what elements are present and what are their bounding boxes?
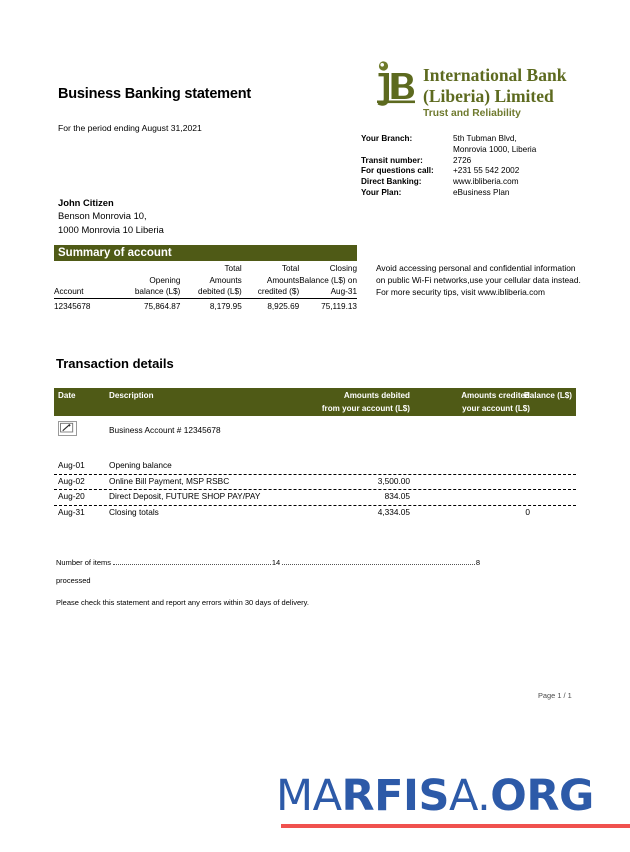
transaction-credited: 0	[525, 506, 530, 517]
table-row	[54, 489, 576, 505]
transaction-date: Aug-31	[58, 506, 85, 517]
summary-account-number: 12345678	[54, 298, 115, 312]
branch-label: Transit number:	[361, 155, 423, 165]
bank-name-line2: (Liberia) Limited	[423, 85, 554, 106]
transaction-description: Online Bill Payment, MSP RSBC	[109, 475, 230, 486]
table-row	[54, 474, 576, 490]
column-header-debited: Amounts debited	[343, 390, 410, 400]
summary-hdr-cell: Opening	[149, 275, 181, 285]
branch-row-transit	[361, 156, 536, 167]
customer-name: John Citizen	[58, 197, 114, 208]
transaction-description: Closing totals	[109, 506, 159, 517]
summary-hdr-cell: Balance (L$) on	[299, 275, 357, 285]
summary-hdr-cell: Total	[224, 264, 242, 273]
branch-value-line2: Monrovia 1000, Liberia	[453, 144, 537, 154]
watermark-part-1: MA	[276, 771, 342, 821]
watermark-text	[276, 771, 594, 821]
summary-header-row-1	[54, 263, 357, 275]
summary-of-account-heading: Summary of account	[54, 245, 357, 261]
branch-label: Your Branch:	[361, 134, 413, 143]
summary-hdr-cell: Aug-31	[330, 287, 357, 297]
summary-total-debited: 8,179.95	[180, 298, 241, 312]
watermark-part-3: A.	[448, 771, 491, 821]
table-row	[54, 505, 576, 521]
summary-data-row	[54, 298, 357, 312]
branch-value: www.ibliberia.com	[453, 177, 519, 187]
bank-tagline: Trust and Reliability	[423, 108, 521, 120]
account-header-row	[54, 416, 576, 444]
items-count-1: 14	[271, 558, 281, 567]
summary-hdr-cell	[54, 275, 115, 287]
transaction-header-line1	[54, 389, 576, 403]
bank-name-line1: International Bank	[423, 65, 567, 85]
branch-label: For questions call:	[361, 166, 434, 176]
watermark-part-2: RFIS	[341, 771, 449, 821]
transaction-description: Direct Deposit, FUTURE SHOP PAY/PAY	[109, 491, 261, 501]
column-header-credited: Amounts credited	[461, 390, 530, 400]
summary-hdr-cell: credited ($)	[257, 287, 300, 297]
summary-hdr-cell	[115, 263, 180, 275]
branch-row-plan	[361, 188, 536, 199]
summary-closing-balance: 75,119.13	[299, 298, 357, 312]
table-row	[54, 458, 576, 474]
summary-hdr-cell: Closing	[329, 264, 357, 273]
page-number: Page 1 / 1	[538, 691, 572, 700]
branch-row-branch	[361, 134, 536, 145]
account-row-label: Business Account # 12345678	[109, 425, 221, 435]
column-header-credited-sub: your account (L$)	[462, 403, 530, 413]
ib-monogram-icon	[372, 60, 418, 110]
watermark-part-4: ORG	[490, 771, 594, 821]
transaction-date: Aug-20	[58, 491, 85, 501]
transaction-date: Aug-02	[58, 475, 85, 486]
transaction-date: Aug-01	[58, 460, 85, 470]
page-title: Business Banking statement	[58, 86, 252, 102]
transaction-description: Opening balance	[109, 460, 172, 470]
summary-hdr-cell: balance (L$)	[134, 287, 181, 297]
bank-logo	[372, 60, 566, 119]
summary-table	[54, 263, 357, 313]
transaction-table-body	[54, 416, 576, 520]
customer-address-line1: Benson Monrovia 10,	[58, 210, 147, 222]
number-of-items-label: Number of items	[56, 558, 112, 567]
watermark-underline	[281, 824, 630, 828]
branch-info	[361, 134, 536, 199]
dot-leader	[113, 563, 271, 565]
account-document-icon	[58, 421, 77, 436]
branch-value: +231 55 542 2002	[453, 166, 520, 176]
transaction-table-header	[54, 388, 576, 416]
branch-label: Your Plan:	[361, 188, 402, 198]
statement-period: For the period ending August 31,2021	[58, 123, 202, 133]
summary-hdr-cell: Amounts	[209, 275, 242, 285]
transaction-debited: 4,334.05	[377, 506, 410, 517]
column-header-debited-sub: from your account (L$)	[321, 403, 410, 413]
transaction-details-heading: Transaction details	[56, 356, 174, 371]
transaction-header-line2	[54, 402, 576, 416]
summary-hdr-cell: Account	[54, 287, 84, 297]
branch-row-phone	[361, 166, 536, 177]
column-header-date: Date	[58, 390, 76, 400]
summary-hdr-cell: debited (L$)	[198, 287, 242, 297]
column-header-balance: Balance (L$)	[523, 390, 572, 400]
summary-hdr-cell: Total	[281, 264, 300, 273]
branch-value: 2726	[453, 155, 472, 165]
transaction-debited: 3,500.00	[377, 475, 410, 486]
summary-opening-balance: 75,864.87	[115, 298, 180, 312]
dot-leader	[282, 563, 475, 565]
summary-hdr-cell	[54, 263, 115, 275]
customer-address-line2: 1000 Monrovia 10 Liberia	[58, 223, 164, 235]
security-note: Avoid accessing personal and confidential information on public Wi-Fi networks,use your cellular data instead. For more security tips, visit www.ibliberia.com	[376, 263, 581, 298]
transaction-spacer	[54, 444, 576, 458]
summary-hdr-cell: Amounts	[266, 275, 300, 285]
branch-value: 5th Tubman Blvd,	[453, 134, 517, 143]
summary-header-row-3	[54, 286, 357, 298]
summary-total-credited: 8,925.69	[242, 298, 299, 312]
items-processed-label: processed	[56, 576, 91, 585]
column-header-description: Description	[109, 390, 154, 400]
items-count-2: 8	[475, 558, 480, 567]
transaction-debited: 834.05	[384, 491, 410, 501]
summary-header-row-2	[54, 275, 357, 287]
branch-label: Direct Banking:	[361, 177, 422, 187]
number-of-items-line	[56, 558, 480, 567]
branch-value: eBusiness Plan	[453, 188, 510, 198]
branch-row-web	[361, 177, 536, 188]
statement-disclaimer: Please check this statement and report any errors within 30 days of delivery.	[56, 598, 309, 607]
customer-address-block	[58, 196, 164, 236]
